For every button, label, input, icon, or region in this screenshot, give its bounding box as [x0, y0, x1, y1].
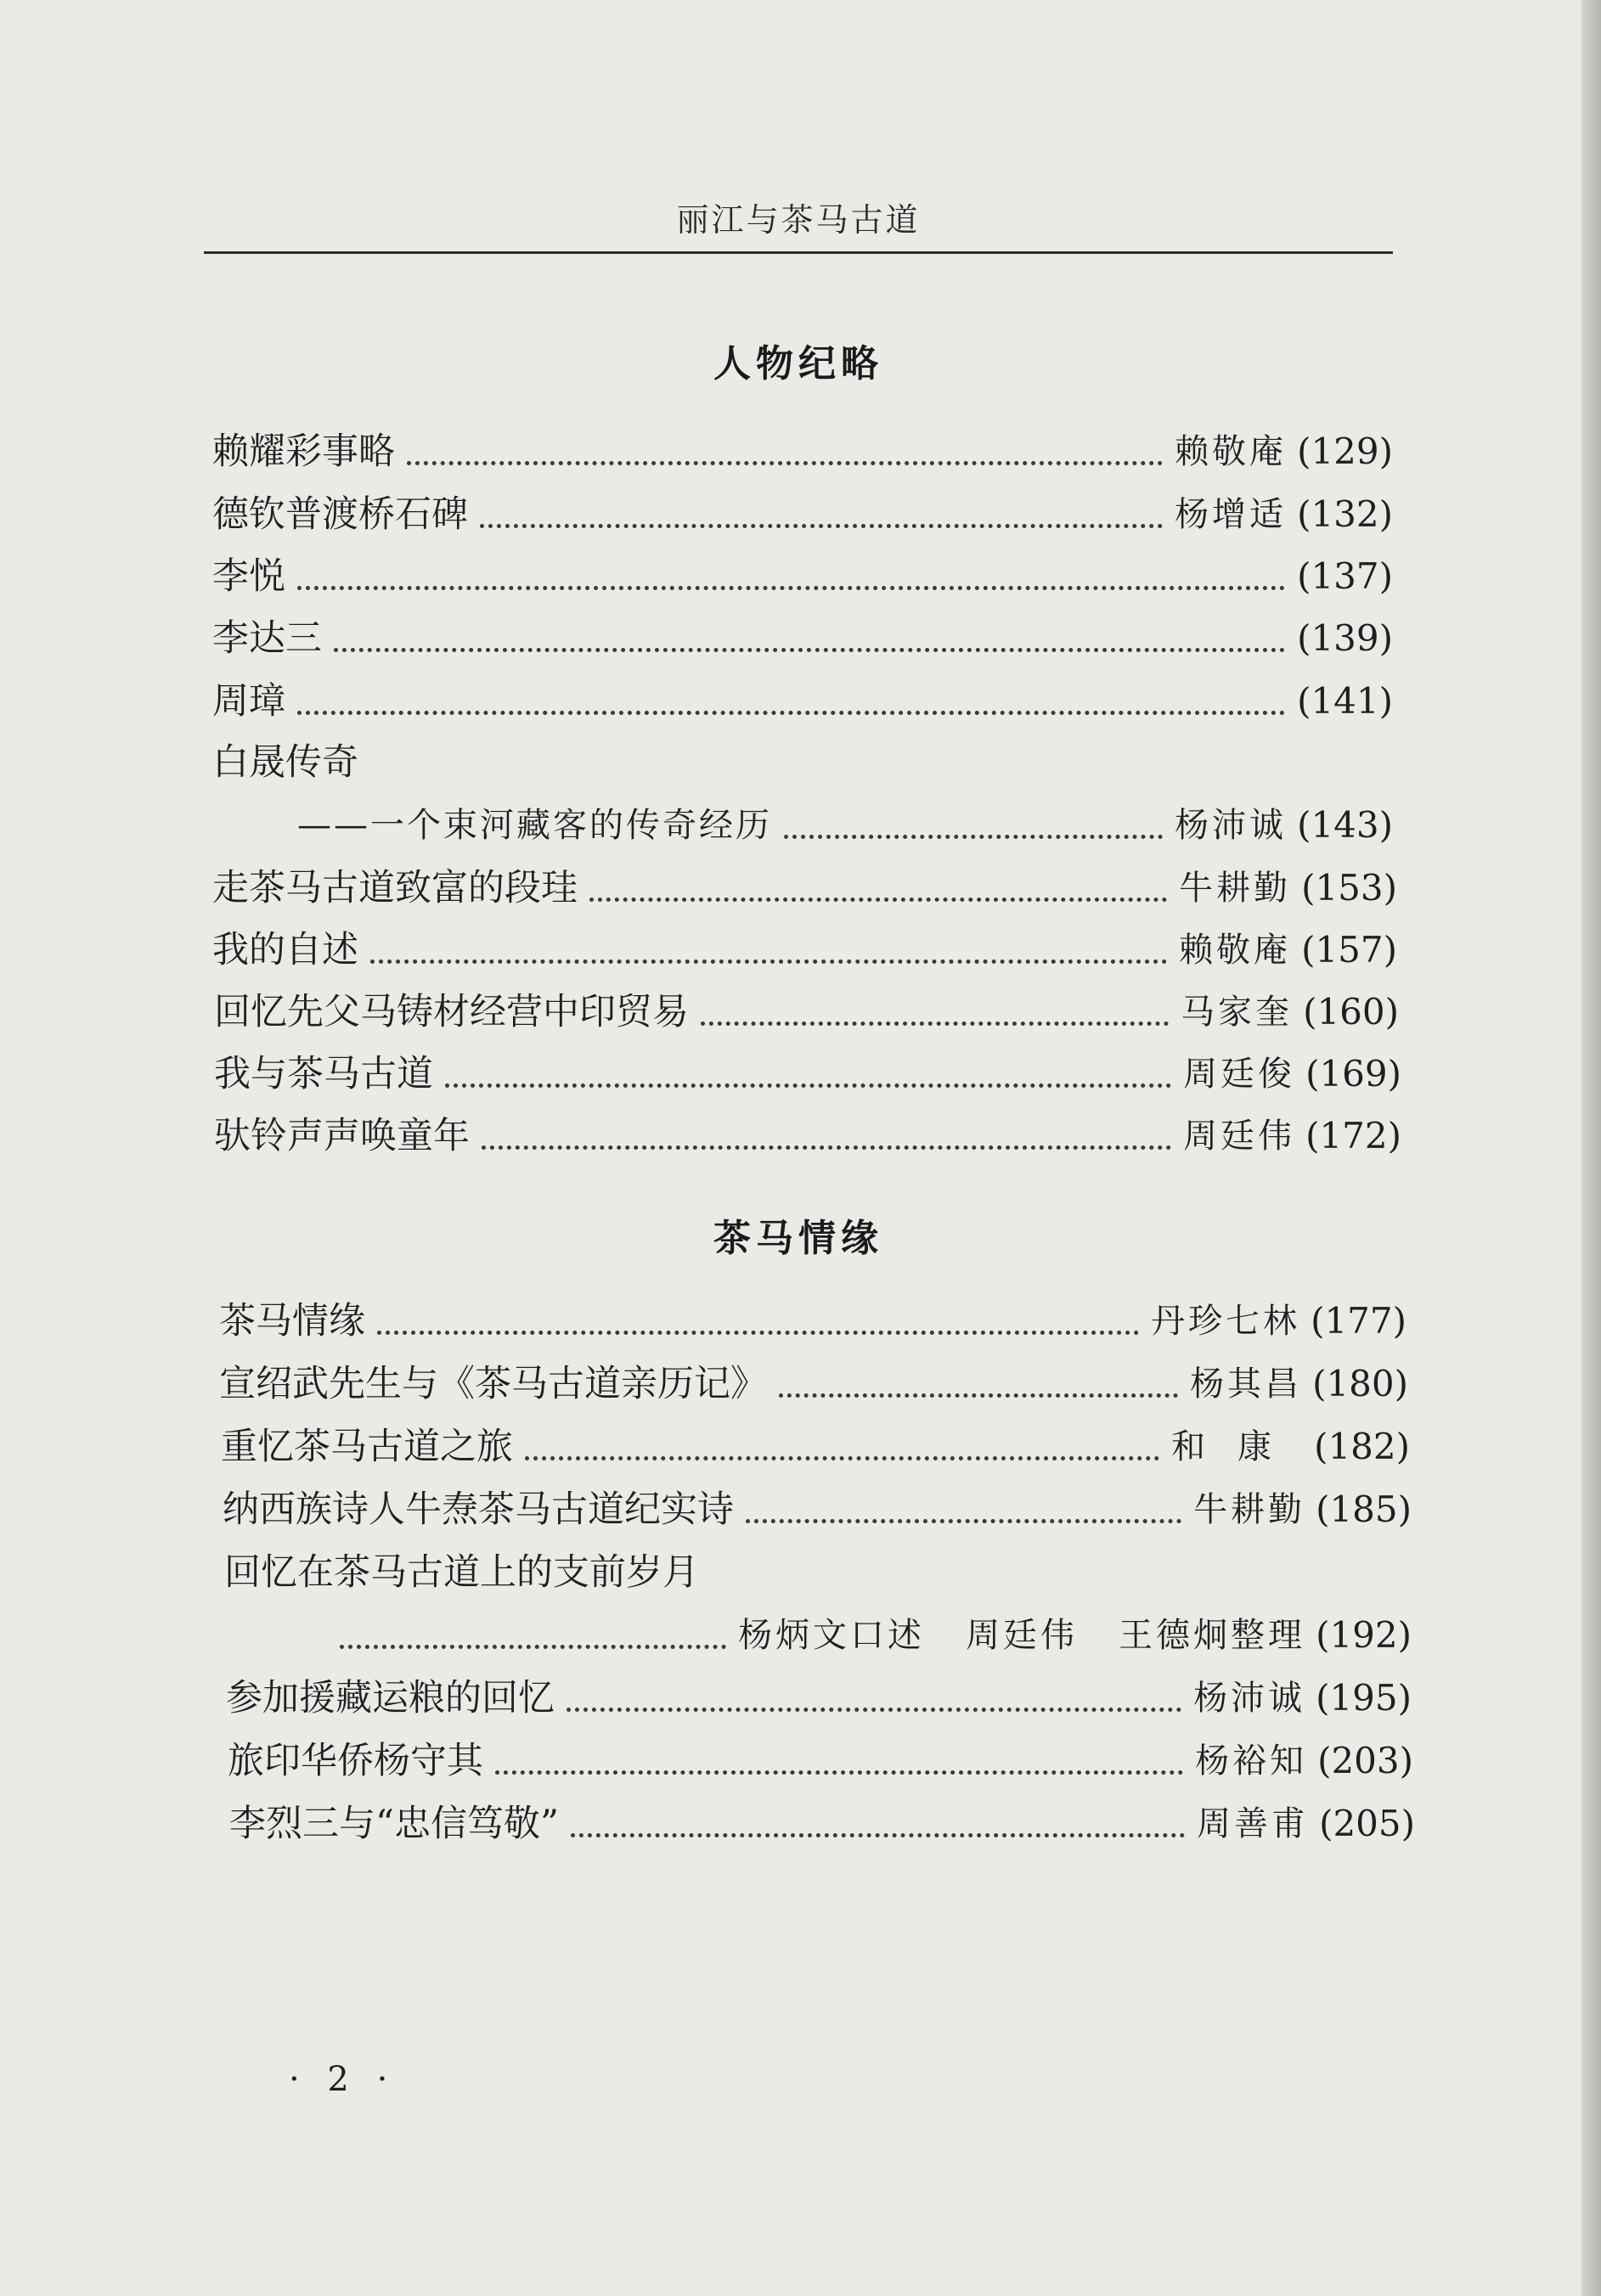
toc-entry	[212, 549, 1393, 604]
entry-title: 赖耀彩事略	[212, 430, 395, 473]
dot-leader	[525, 1456, 1159, 1460]
entry-title: 白晟传奇	[212, 741, 358, 784]
dot-leader	[334, 648, 1285, 652]
toc-entry	[229, 1797, 1415, 1851]
entry-page: (195)	[1316, 1677, 1412, 1719]
toc-entry	[219, 1357, 1408, 1411]
dot-leader	[495, 1770, 1183, 1775]
toc-entry-title-line	[224, 1545, 1410, 1600]
entry-page: (203)	[1317, 1740, 1413, 1781]
entry-title: 李达三	[212, 617, 322, 660]
entry-author: 牛耕勤	[1179, 869, 1292, 908]
entry-page: (132)	[1297, 493, 1393, 535]
entry-page: (153)	[1301, 867, 1397, 909]
entry-author: 杨增适	[1175, 495, 1288, 534]
dot-leader	[480, 524, 1163, 528]
dot-leader	[589, 898, 1167, 902]
toc-entry	[228, 1734, 1413, 1788]
dot-leader	[784, 835, 1163, 839]
entry-author: 和康	[1171, 1427, 1305, 1466]
entry-title: 驮铃声声唤童年	[214, 1115, 470, 1157]
entry-title: 周璋	[212, 680, 285, 723]
toc-entry	[223, 1483, 1412, 1537]
entry-page: (137)	[1297, 555, 1393, 597]
entry-narrator: 杨炳文口述	[738, 1616, 926, 1655]
dot-leader	[779, 1393, 1178, 1398]
entry-author: 杨裕知	[1195, 1742, 1308, 1781]
entry-subtitle: ——一个束河藏客的传奇经历	[297, 806, 772, 845]
entry-page: (192)	[1316, 1614, 1412, 1656]
toc-entry	[212, 861, 1397, 915]
entry-title: 宣绍武先生与《茶马古道亲历记》	[219, 1363, 767, 1405]
entry-page: (205)	[1319, 1803, 1415, 1844]
entry-page: (182)	[1314, 1426, 1410, 1467]
entry-title: 茶马情缘	[219, 1300, 365, 1342]
toc-entry	[340, 1608, 1412, 1663]
entry-author: 周廷俊	[1183, 1055, 1296, 1094]
entry-title: 我的自述	[212, 929, 358, 971]
dot-leader	[370, 959, 1167, 964]
toc-entry	[214, 1047, 1401, 1101]
entry-page: (141)	[1297, 680, 1393, 722]
dot-leader	[445, 1083, 1171, 1088]
dot-leader	[567, 1708, 1181, 1712]
dot-leader	[377, 1331, 1139, 1335]
dot-leader	[746, 1519, 1181, 1523]
toc-entry	[212, 487, 1393, 542]
toc-entry-title-line	[212, 735, 1393, 790]
entry-author: 赖敬庵	[1175, 432, 1288, 471]
entry-title: 德钦普渡桥石碑	[212, 493, 468, 536]
page-number: · 2 ·	[289, 2060, 397, 2099]
entry-title: 参加援藏运粮的回忆	[226, 1677, 555, 1719]
section-title-tea-horse: 茶马情缘	[713, 1217, 883, 1260]
entry-page: (143)	[1297, 804, 1393, 846]
entry-title: 我与茶马古道	[214, 1053, 433, 1095]
entry-page: (139)	[1297, 617, 1393, 659]
entry-title: 旅印华侨杨守其	[228, 1740, 483, 1782]
entry-author: 王德炯整理	[1119, 1616, 1306, 1655]
entry-author: 牛耕勤	[1193, 1490, 1306, 1529]
entry-author: 周善甫	[1197, 1804, 1310, 1843]
entry-title: 回忆在茶马古道上的支前岁月	[224, 1551, 699, 1594]
dot-leader	[701, 1021, 1169, 1026]
entry-title: 重忆茶马古道之旅	[221, 1426, 513, 1468]
entry-author: 杨沛诚	[1193, 1679, 1306, 1718]
entry-page: (157)	[1301, 929, 1397, 971]
entry-page: (180)	[1312, 1363, 1408, 1404]
entry-title: 纳西族诗人牛焘茶马古道纪实诗	[223, 1488, 734, 1531]
entry-page: (160)	[1303, 991, 1399, 1033]
section-title-people: 人物纪略	[713, 342, 883, 385]
entry-title: 李悦	[212, 555, 285, 598]
header-rule	[204, 251, 1393, 254]
entry-title: 回忆先父马铸材经营中印贸易	[214, 991, 689, 1033]
dot-leader	[297, 711, 1285, 715]
toc-entry	[214, 985, 1399, 1039]
entry-title: 走茶马古道致富的段珪	[212, 867, 578, 909]
entry-author: 赖敬庵	[1179, 931, 1292, 970]
entry-author: 马家奎	[1181, 993, 1294, 1032]
entry-page: (172)	[1305, 1115, 1401, 1156]
entry-page: (185)	[1316, 1488, 1412, 1530]
entry-coauthor: 周廷伟	[966, 1616, 1079, 1655]
entry-page: (129)	[1297, 430, 1393, 472]
entry-page: (169)	[1305, 1053, 1401, 1095]
toc-entry	[297, 798, 1393, 853]
dot-leader	[482, 1145, 1171, 1150]
toc-entry	[219, 1294, 1407, 1348]
entry-author: 丹珍七林	[1151, 1302, 1301, 1341]
entry-page: (177)	[1311, 1300, 1407, 1342]
toc-entry	[221, 1420, 1410, 1474]
dot-leader	[340, 1645, 726, 1649]
page-edge-shadow	[1581, 0, 1601, 2296]
entry-author: 周廷伟	[1183, 1117, 1296, 1156]
entry-author: 杨沛诚	[1175, 806, 1288, 845]
toc-entry	[212, 923, 1397, 977]
toc-entry	[212, 425, 1393, 479]
dot-leader	[571, 1833, 1185, 1837]
toc-entry	[212, 674, 1393, 729]
toc-entry	[226, 1671, 1412, 1725]
toc-entry	[214, 1109, 1401, 1163]
dot-leader	[297, 586, 1285, 590]
dot-leader	[407, 461, 1163, 465]
toc-entry	[212, 611, 1393, 666]
entry-author: 杨其昌	[1190, 1365, 1303, 1404]
entry-title: 李烈三与“忠信笃敬”	[229, 1803, 559, 1845]
running-head: 丽江与茶马古道	[676, 201, 921, 239]
